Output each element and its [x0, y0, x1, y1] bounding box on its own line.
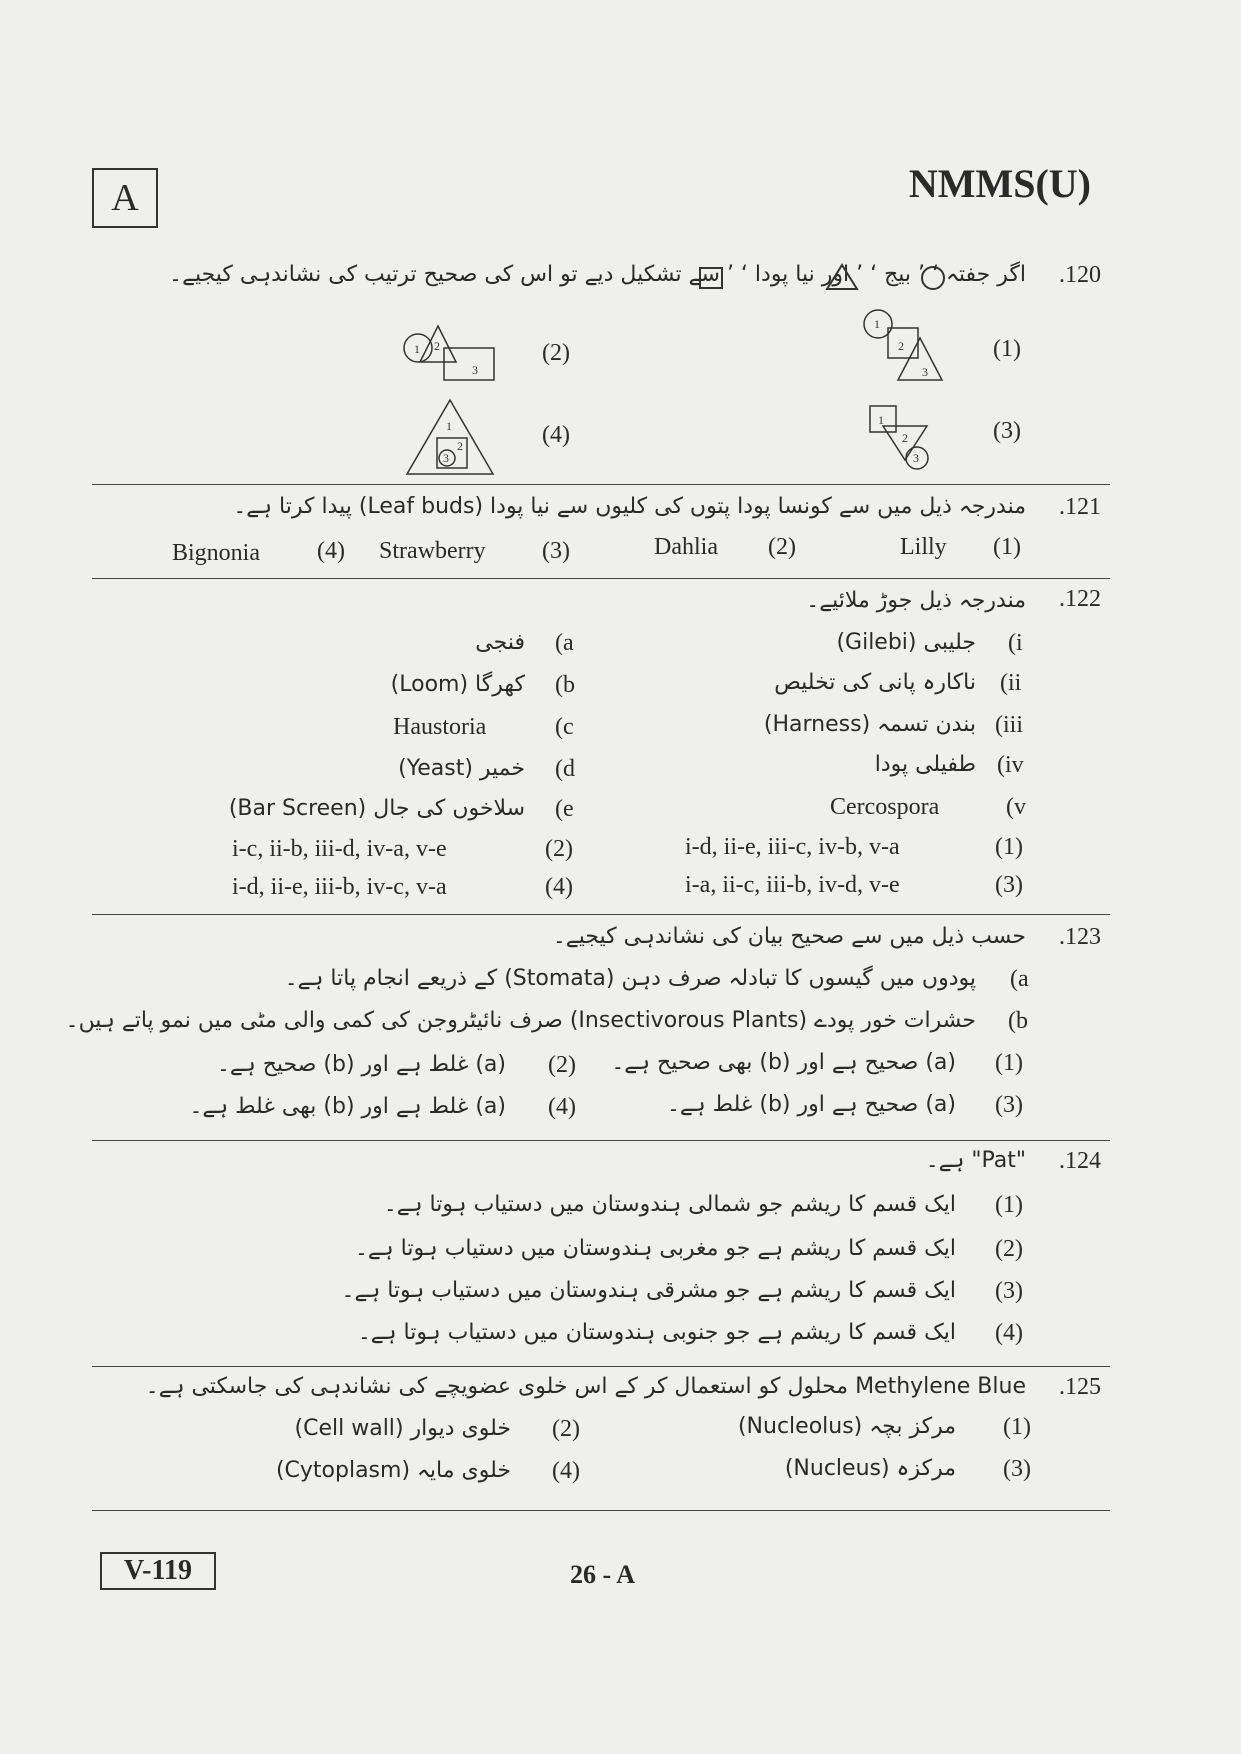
q122-option-3-num: (3) [995, 872, 1023, 898]
q122-left-1-num: (i [1008, 630, 1023, 656]
q122-option-4-text: i-d, ii-e, iii-b, iv-c, v-a [232, 874, 447, 900]
divider [92, 914, 1110, 915]
q123-option-3-num: (3) [995, 1092, 1023, 1118]
q122-right-a-num: (a [555, 630, 574, 656]
q120-option-3-figure [865, 402, 945, 472]
svg-text:2: 2 [457, 439, 463, 453]
q122-right-e-num: (e [555, 796, 574, 822]
q121-number: .121 [1059, 494, 1101, 520]
q122-right-b-text: کھرگا (Loom) [390, 672, 525, 697]
triangle-shape-icon [825, 263, 859, 291]
q122-right-d-num: (d [555, 756, 575, 782]
q122-left-4-text: طفیلی پودا [874, 752, 976, 777]
q123-statement-a-num: (a [1010, 966, 1029, 992]
svg-text:2: 2 [902, 431, 908, 445]
q124-option-4-num: (4) [995, 1320, 1023, 1346]
q120-option-4-num: (4) [542, 422, 570, 448]
q125-option-1-num: (1) [1003, 1414, 1031, 1440]
q122-left-5-num: (v [1006, 794, 1026, 820]
q124-option-2-text: ایک قسم کا ریشم ہے جو مغربی ہندوستان میں دستیاب ہوتا ہے۔ [354, 1236, 956, 1261]
q124-text: "Pat" ہے۔ [925, 1148, 1026, 1173]
q121-option-3-num: (3) [542, 538, 570, 564]
q123-option-2-text: (a) غلط ہے اور (b) صحیح ہے۔ [217, 1052, 506, 1077]
q123-statement-b-text: حشرات خور پودے (Insectivorous Plants) صرف نائیٹروجن کی کمی والی مٹی میں نمو پاتے ہیں۔ [65, 1008, 976, 1033]
q122-text: مندرجہ ذیل جوڑ ملائیے۔ [806, 588, 1026, 613]
q123-option-3-text: (a) صحیح ہے اور (b) غلط ہے۔ [667, 1092, 956, 1117]
q121-option-2-num: (2) [768, 534, 796, 560]
q122-right-c-text: Haustoria [393, 714, 487, 740]
q124-option-3-text: ایک قسم کا ریشم ہے جو مشرقی ہندوستان میں دستیاب ہوتا ہے۔ [341, 1278, 956, 1303]
q123-number: .123 [1059, 924, 1101, 950]
q125-option-4-text: خلوی مایہ (Cytoplasm) [275, 1458, 511, 1483]
q123-option-4-num: (4) [548, 1094, 576, 1120]
set-label: A [111, 177, 139, 219]
q120-option-1-figure [860, 308, 950, 388]
q122-option-1-text: i-d, ii-e, iii-c, iv-b, v-a [685, 834, 900, 860]
paper-code: V-119 [124, 1555, 192, 1586]
q123-text: حسب ذیل میں سے صحیح بیان کی نشاندہی کیجیے۔ [552, 924, 1026, 949]
q122-option-1-num: (1) [995, 834, 1023, 860]
q121-option-4-text: Bignonia [172, 540, 260, 566]
fig-label-1: 1 [874, 317, 880, 331]
svg-text:1: 1 [878, 413, 884, 427]
square-shape-icon [698, 266, 724, 290]
q120-option-2-figure [400, 320, 500, 385]
svg-text:3: 3 [472, 363, 478, 377]
q124-option-1-num: (1) [995, 1192, 1023, 1218]
q121-option-4-num: (4) [317, 538, 345, 564]
q120-option-3-num: (3) [993, 418, 1021, 444]
q120-option-1-num: (1) [993, 336, 1021, 362]
q125-number: .125 [1059, 1374, 1101, 1400]
q125-option-2-num: (2) [552, 1416, 580, 1442]
paper-code-box [100, 1552, 216, 1590]
page-number: 26 - A [570, 1560, 635, 1589]
q122-right-d-text: خمیر (Yeast) [398, 756, 525, 781]
q124-option-2-num: (2) [995, 1236, 1023, 1262]
q122-option-4-num: (4) [545, 874, 573, 900]
q123-option-4-text: (a) غلط ہے اور (b) بھی غلط ہے۔ [189, 1094, 506, 1119]
divider [92, 1510, 1110, 1511]
q124-option-3-num: (3) [995, 1278, 1023, 1304]
divider [92, 1140, 1110, 1141]
q122-right-a-text: فنجی [475, 630, 525, 655]
circle-shape-icon [920, 265, 946, 291]
q121-option-2-text: Dahlia [654, 534, 718, 560]
q124-option-4-text: ایک قسم کا ریشم ہے جو جنوبی ہندوستان میں دستیاب ہوتا ہے۔ [357, 1320, 956, 1345]
q120-text: اگر جفتہ ‘ ’ بیج ‘ ’ اور نیا پودا ‘ ’ سے تشکیل دیے تو اس کی صحیح ترتیب کی نشاندہی کیجیے۔ [169, 262, 1026, 287]
q120-option-2-num: (2) [542, 340, 570, 366]
q123-statement-a-text: پودوں میں گیسوں کا تبادلہ صرف دہن (Stomata) کے ذریعے انجام پاتا ہے۔ [284, 966, 976, 991]
q121-option-3-text: Strawberry [379, 538, 486, 564]
q121-option-1-num: (1) [993, 534, 1021, 560]
svg-text:3: 3 [443, 451, 449, 465]
q122-option-2-text: i-c, ii-b, iii-d, iv-a, v-e [232, 836, 447, 862]
divider [92, 484, 1110, 485]
q122-left-4-num: (iv [997, 752, 1024, 778]
q122-right-e-text: سلاخوں کی جال (Bar Screen) [228, 796, 525, 821]
svg-text:3: 3 [913, 451, 919, 465]
q122-left-2-text: ناکارہ پانی کی تخلیص [774, 670, 976, 695]
q125-option-4-num: (4) [552, 1458, 580, 1484]
q122-left-3-num: (iii [995, 712, 1023, 738]
q123-statement-b-num: (b [1008, 1008, 1028, 1034]
fig-label-3: 3 [922, 365, 928, 379]
q122-right-c-num: (c [555, 714, 574, 740]
q122-number: .122 [1059, 586, 1101, 612]
fig-label-2: 2 [898, 339, 904, 353]
q122-left-1-text: جلیبی (Gilebi) [836, 630, 976, 655]
q124-number: .124 [1059, 1148, 1101, 1174]
q121-text: مندرجہ ذیل میں سے کونسا پودا پتوں کی کلیوں سے نیا پودا (Leaf buds) پیدا کرتا ہے۔ [233, 494, 1026, 519]
q122-option-3-text: i-a, ii-c, iii-b, iv-d, v-e [685, 872, 900, 898]
q122-left-5-text: Cercospora [830, 794, 940, 820]
q122-left-3-text: بندن تسمہ (Harness) [763, 712, 976, 737]
q123-option-2-num: (2) [548, 1052, 576, 1078]
q122-option-2-num: (2) [545, 836, 573, 862]
q121-option-1-text: Lilly [900, 534, 947, 560]
q125-option-3-text: مرکزہ (Nucleus) [784, 1456, 956, 1481]
divider [92, 578, 1110, 579]
q120-option-4-figure [405, 398, 495, 478]
exam-title: NMMS(U) [908, 161, 1091, 206]
set-label-box [92, 168, 158, 228]
q125-text: Methylene Blue محلول کو استعمال کر کے اس خلوی عضویچے کی نشاندہی کی جاسکتی ہے۔ [145, 1374, 1026, 1399]
q120-number: .120 [1059, 262, 1101, 288]
q125-option-1-text: مرکز بچہ (Nucleolus) [737, 1414, 956, 1439]
q125-option-3-num: (3) [1003, 1456, 1031, 1482]
divider [92, 1366, 1110, 1367]
q125-option-2-text: خلوی دیوار (Cell wall) [294, 1416, 511, 1441]
q124-option-1-text: ایک قسم کا ریشم جو شمالی ہندوستان میں دستیاب ہوتا ہے۔ [383, 1192, 956, 1217]
q122-right-b-num: (b [555, 672, 575, 698]
q123-option-1-num: (1) [995, 1050, 1023, 1076]
q123-option-1-text: (a) صحیح ہے اور (b) بھی صحیح ہے۔ [611, 1050, 956, 1075]
q122-left-2-num: (ii [1000, 670, 1022, 696]
svg-text:2: 2 [434, 339, 440, 353]
svg-text:1: 1 [446, 419, 452, 433]
svg-text:1: 1 [414, 342, 420, 356]
